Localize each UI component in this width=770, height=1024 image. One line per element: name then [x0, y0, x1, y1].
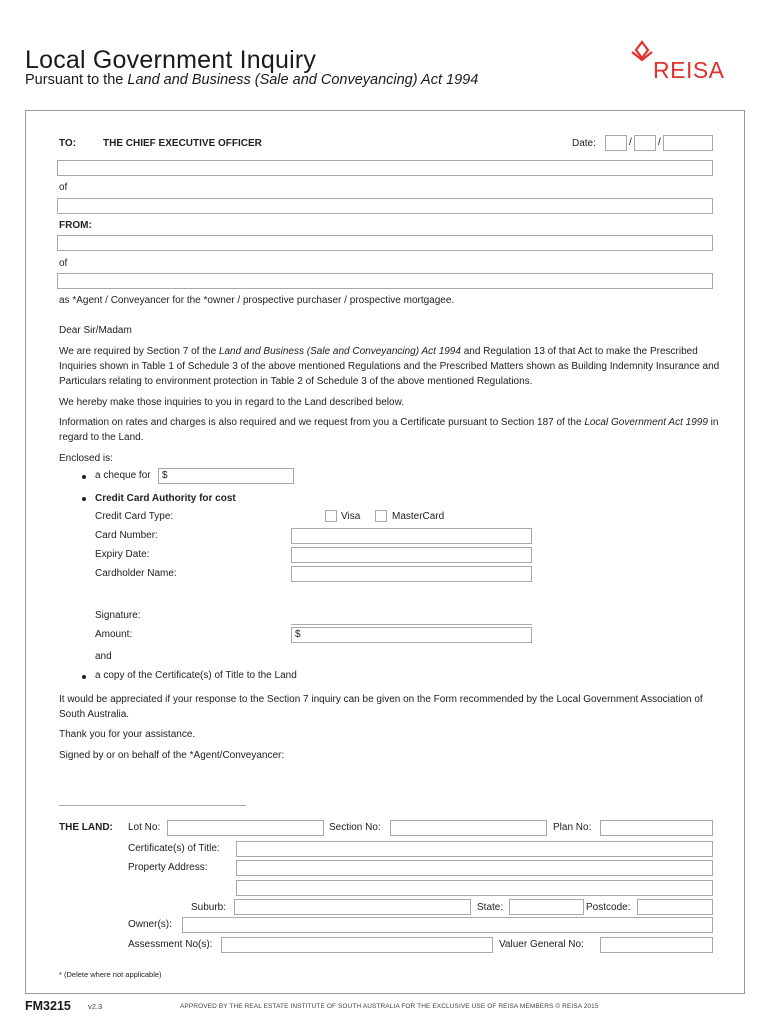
cheque-label: a cheque for — [95, 470, 151, 481]
section-input[interactable] — [390, 820, 547, 836]
from-label: FROM: — [59, 220, 92, 231]
date-sep-2: / — [658, 137, 661, 148]
amount-currency: $ — [295, 629, 301, 640]
land-heading: THE LAND: — [59, 822, 113, 833]
subtitle-act: Land and Business (Sale and Conveyancing) Act 1994 — [127, 72, 479, 88]
date-year-input[interactable] — [663, 135, 713, 151]
paragraph-inquiries: We hereby make those inquiries to you in regard to the Land described below. — [59, 397, 405, 408]
signed-by-text: Signed by or on behalf of the *Agent/Conveyancer: — [59, 750, 285, 761]
amount-input[interactable] — [291, 627, 532, 643]
signature-label: Signature: — [95, 610, 141, 621]
subtitle-prefix: Pursuant to the — [25, 72, 128, 88]
thanks-text: Thank you for your assistance. — [59, 729, 196, 740]
plan-input[interactable] — [600, 820, 713, 836]
paragraph-response-form: It would be appreciated if your response to the Section 7 inquiry can be given on the Form recommended by the Local Government Association of South Australia. — [59, 694, 703, 720]
lot-input[interactable] — [167, 820, 324, 836]
date-month-input[interactable] — [634, 135, 656, 151]
mastercard-checkbox[interactable] — [375, 510, 387, 522]
date-label: Date: — [572, 138, 596, 149]
as-agent-line: as *Agent / Conveyancer for the *owner / prospective purchaser / prospective mortgagee. — [59, 295, 455, 306]
page-title: Local Government Inquiry — [25, 46, 317, 74]
approval-notice: APPROVED BY THE REAL ESTATE INSTITUTE OF SOUTH AUSTRALIA FOR THE EXCLUSIVE USE OF REISA MEMBERS © REISA 2015 — [180, 1003, 599, 1010]
to-address-input[interactable] — [57, 198, 713, 214]
property-address-input-1[interactable] — [236, 860, 713, 876]
from-of-label: of — [59, 258, 68, 269]
to-label: TO: — [59, 138, 77, 149]
from-address-input[interactable] — [57, 273, 713, 289]
to-council-input[interactable] — [57, 160, 713, 176]
cert-title-input[interactable] — [236, 841, 713, 857]
bullet-credit-card — [82, 497, 86, 501]
date-sep-1: / — [629, 137, 632, 148]
p1-text-a: We are required by Section 7 of the — [59, 346, 219, 357]
and-label: and — [95, 651, 112, 662]
cert-title-label: Certificate(s) of Title: — [128, 843, 220, 854]
section-label: Section No: — [329, 822, 381, 833]
p1-text-b: and Regulation 13 of that Act to make the Prescribed Inquiries shown in Table 1 of Schedule 3 of the above mentioned Regulations and the Prescribed Matters shown as Building Indemnity Insurance and Particulars relating to environment protection in Table 2 of Schedule 3 of the above mentioned Regulations. — [59, 346, 720, 387]
card-type-label: Credit Card Type: — [95, 511, 174, 522]
valuer-label: Valuer General No: — [499, 939, 584, 950]
enclosed-label: Enclosed is: — [59, 453, 113, 464]
title-copy-label: a copy of the Certificate(s) of Title to the Land — [95, 670, 297, 681]
from-name-input[interactable] — [57, 235, 713, 251]
credit-card-heading: Credit Card Authority for cost — [95, 493, 236, 504]
bullet-title-copy — [82, 675, 86, 679]
date-day-input[interactable] — [605, 135, 627, 151]
form-code: FM3215 — [25, 999, 71, 1013]
logo-text: REISA — [653, 57, 725, 83]
p1-act: Land and Business (Sale and Conveyancing) Act 1994 — [218, 346, 461, 357]
form-version: v2.3 — [88, 1002, 103, 1011]
salutation: Dear Sir/Madam — [59, 325, 132, 336]
page-subtitle — [25, 72, 478, 88]
p3-text-b: in regard to the Land. — [59, 417, 719, 443]
assessment-input[interactable] — [221, 937, 493, 953]
card-number-input[interactable] — [291, 528, 532, 544]
cardholder-input[interactable] — [291, 566, 532, 582]
card-signature-line[interactable] — [291, 624, 532, 625]
assessment-label: Assessment No(s): — [128, 939, 213, 950]
to-of-label: of — [59, 182, 68, 193]
lot-label: Lot No: — [128, 822, 161, 833]
expiry-input[interactable] — [291, 547, 532, 563]
cheque-currency: $ — [162, 470, 168, 481]
footnote: * (Delete where not applicable) — [59, 970, 162, 979]
amount-label: Amount: — [95, 629, 133, 640]
paragraph-section7 — [59, 344, 725, 389]
p3-act: Local Government Act 1999 — [584, 417, 708, 428]
owners-label: Owner(s): — [128, 919, 172, 930]
bullet-cheque — [82, 475, 86, 479]
p3-text-a: Information on rates and charges is also required and we request from you a Certificate pursuant to Section 187 of the — [59, 417, 585, 428]
mastercard-label: MasterCard — [392, 511, 445, 522]
cardholder-label: Cardholder Name: — [95, 568, 177, 579]
to-value: THE CHIEF EXECUTIVE OFFICER — [103, 138, 262, 149]
expiry-label: Expiry Date: — [95, 549, 150, 560]
owners-input[interactable] — [182, 917, 713, 933]
plan-label: Plan No: — [553, 822, 592, 833]
property-address-label: Property Address: — [128, 862, 208, 873]
visa-checkbox[interactable] — [325, 510, 337, 522]
postcode-label: Postcode: — [586, 902, 631, 913]
property-address-input-2[interactable] — [236, 880, 713, 896]
card-number-label: Card Number: — [95, 530, 158, 541]
state-label: State: — [477, 902, 504, 913]
postcode-input[interactable] — [637, 899, 713, 915]
paragraph-rates — [59, 415, 725, 445]
state-input[interactable] — [509, 899, 584, 915]
suburb-label: Suburb: — [191, 902, 227, 913]
valuer-input[interactable] — [600, 937, 713, 953]
cheque-amount-input[interactable] — [158, 468, 294, 484]
visa-label: Visa — [341, 511, 361, 522]
agent-signature-line[interactable] — [59, 805, 246, 806]
suburb-input[interactable] — [234, 899, 471, 915]
